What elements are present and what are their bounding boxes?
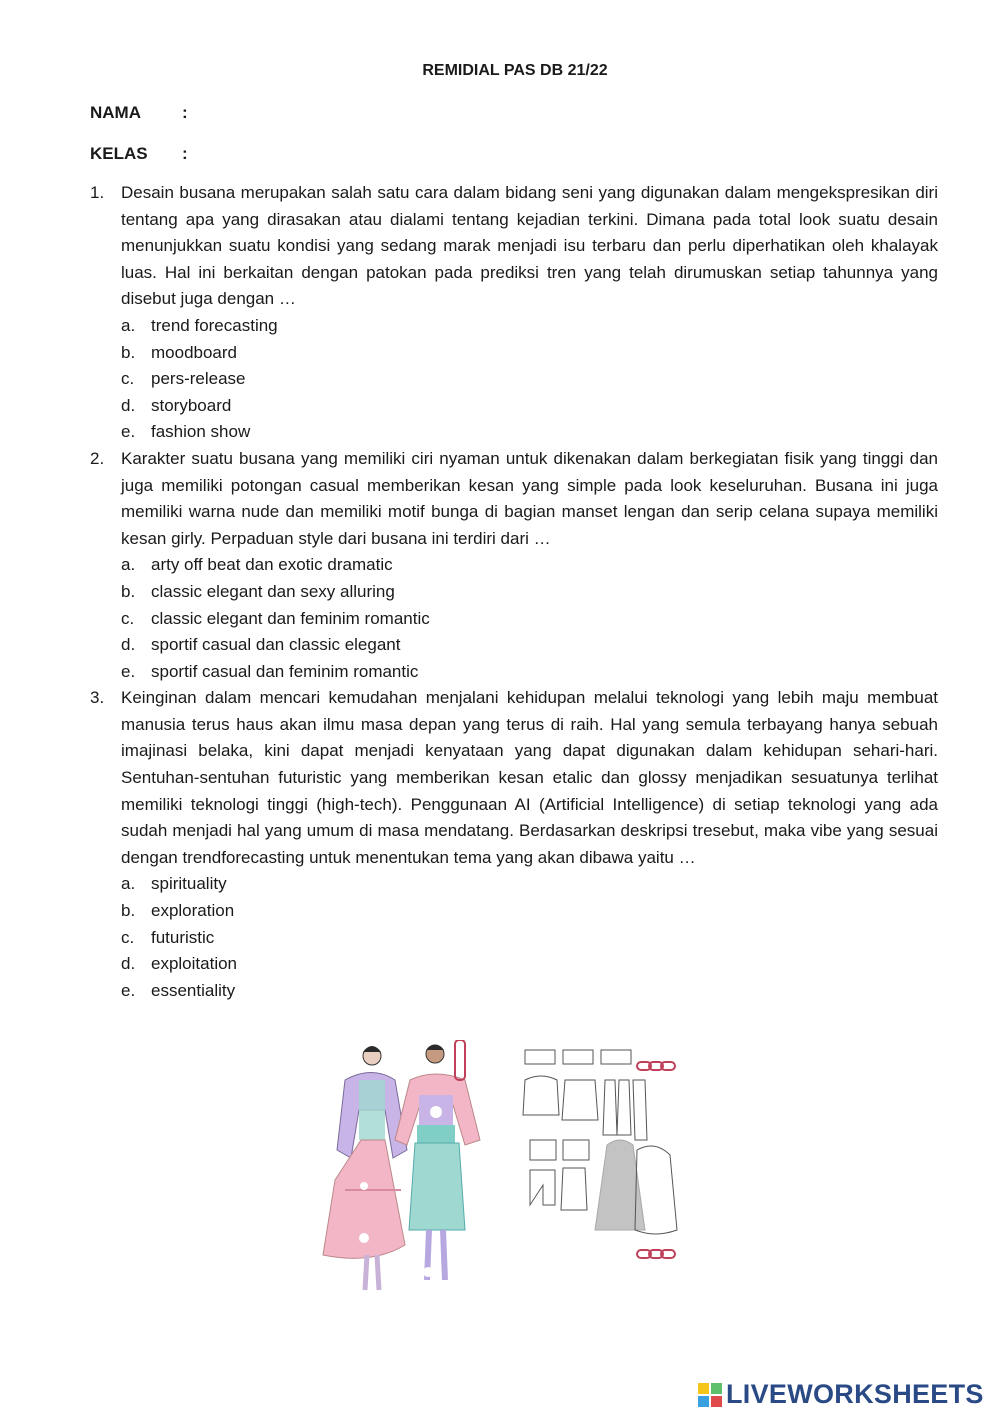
option-letter: a.: [121, 874, 136, 894]
option-text: essentiality: [151, 980, 236, 1000]
fashion-illustration: [315, 1040, 685, 1295]
option-list: [121, 871, 938, 1004]
option-text: classic elegant dan sexy alluring: [151, 581, 395, 601]
option-text: sportif casual dan classic elegant: [151, 635, 401, 655]
option-text: spirituality: [151, 874, 227, 894]
question-number: 2.: [90, 448, 105, 468]
question-1: [90, 180, 938, 446]
option-a[interactable]: [121, 313, 938, 340]
option-text: moodboard: [151, 342, 238, 362]
option-d[interactable]: [121, 951, 938, 978]
option-e[interactable]: [121, 978, 938, 1005]
option-letter: a.: [121, 315, 136, 335]
option-a[interactable]: [121, 552, 938, 579]
option-e[interactable]: [121, 419, 938, 446]
option-d[interactable]: [121, 393, 938, 420]
question-list: [90, 180, 938, 1004]
liveworksheets-logo-icon: [698, 1383, 722, 1407]
option-b[interactable]: [121, 898, 938, 925]
logo-text: LIVEWORKSHEETS: [726, 1379, 984, 1409]
option-letter: e.: [121, 980, 136, 1000]
option-c[interactable]: [121, 366, 938, 393]
option-text: trend forecasting: [151, 315, 278, 335]
figure-left: [323, 1046, 407, 1290]
name-label: NAMA: [90, 103, 141, 122]
question-3: [90, 685, 938, 1004]
option-letter: e.: [121, 422, 136, 442]
option-letter: c.: [121, 608, 135, 628]
option-letter: b.: [121, 342, 136, 362]
option-text: arty off beat dan exotic dramatic: [151, 555, 393, 575]
figure-right: [395, 1040, 480, 1280]
question-number: 3.: [90, 688, 105, 708]
question-2: [90, 446, 938, 685]
option-letter: d.: [121, 954, 136, 974]
option-list: [121, 552, 938, 685]
technical-flats: [523, 1050, 677, 1234]
option-text: exploitation: [151, 954, 238, 974]
class-colon: :: [182, 144, 188, 163]
page-title: REMIDIAL PAS DB 21/22: [422, 62, 608, 79]
option-b[interactable]: [121, 579, 938, 606]
option-letter: c.: [121, 927, 135, 947]
class-label: KELAS: [90, 144, 148, 163]
name-field: [90, 103, 188, 123]
option-text: classic elegant dan feminim romantic: [151, 608, 430, 628]
question-text: Karakter suatu busana yang memiliki ciri nyaman untuk dikenakan dalam berkegiatan fisik yang tinggi dan juga memiliki potongan casual memberikan kesan yang simple pada look keseluruhan. Busana ini juga memiliki warna nude dan memiliki motif bunga di bagian manset lengan dan serip celana supaya memiliki kesan girly. Perpaduan style dari busana ini terdiri dari …: [121, 448, 938, 548]
name-colon: :: [182, 103, 188, 122]
fashion-illustration-svg: [315, 1040, 685, 1295]
option-text: fashion show: [151, 422, 251, 442]
option-letter: b.: [121, 901, 136, 921]
option-letter: d.: [121, 635, 136, 655]
option-letter: a.: [121, 555, 136, 575]
option-letter: d.: [121, 395, 136, 415]
option-e[interactable]: [121, 659, 938, 686]
option-d[interactable]: [121, 632, 938, 659]
option-letter: c.: [121, 369, 135, 389]
question-number: 1.: [90, 183, 105, 202]
liveworksheets-logo: [698, 1379, 984, 1410]
option-c[interactable]: [121, 606, 938, 633]
option-text: exploration: [151, 901, 235, 921]
option-a[interactable]: [121, 871, 938, 898]
option-list: [121, 313, 938, 446]
question-text: Desain busana merupakan salah satu cara dalam bidang seni yang digunakan dalam mengekspresikan diri tentang apa yang dirasakan atau dialami tentang kejadian terkini. Dimana pada total look suatu desain menunjukkan suatu kondisi yang sedang marak menjadi isu terbaru dan perlu diperhatikan oleh khalayak luas. Hal ini berkaitan dengan patokan pada prediksi tren yang telah dirumuskan setiap tahunnya yang disebut juga dengan …: [121, 183, 938, 309]
question-text: Keinginan dalam mencari kemudahan menjalani kehidupan melalui teknologi yang lebih maju membuat manusia terus haus akan ilmu masa depan yang terus di raih. Hal yang semula terbayang hanya sebuah imajinasi belaka, kini dapat menjadi kenyataan yang dapat digunakan dalam kehidupan sehari-hari. Sentuhan-sentuhan futuristic yang memberikan kesan etalic dan glossy menjadikan sesuatunya terlihat memiliki teknologi tinggi (high-tech). Penggunaan AI (Artificial Intelligence) di setiap teknologi yang ada sudah menjadi hal yang umum di masa mendatang. Berdasarkan deskripsi tresebut, maka vibe yang sesuai dengan trendforecasting untuk menentukan tema yang akan dibawa yaitu …: [121, 688, 938, 867]
option-text: futuristic: [151, 927, 215, 947]
option-b[interactable]: [121, 340, 938, 367]
option-text: pers-release: [151, 369, 246, 389]
class-field: [90, 144, 188, 164]
option-letter: b.: [121, 581, 136, 601]
option-letter: e.: [121, 661, 136, 681]
option-c[interactable]: [121, 925, 938, 952]
option-text: storyboard: [151, 395, 232, 415]
option-text: sportif casual dan feminim romantic: [151, 661, 419, 681]
